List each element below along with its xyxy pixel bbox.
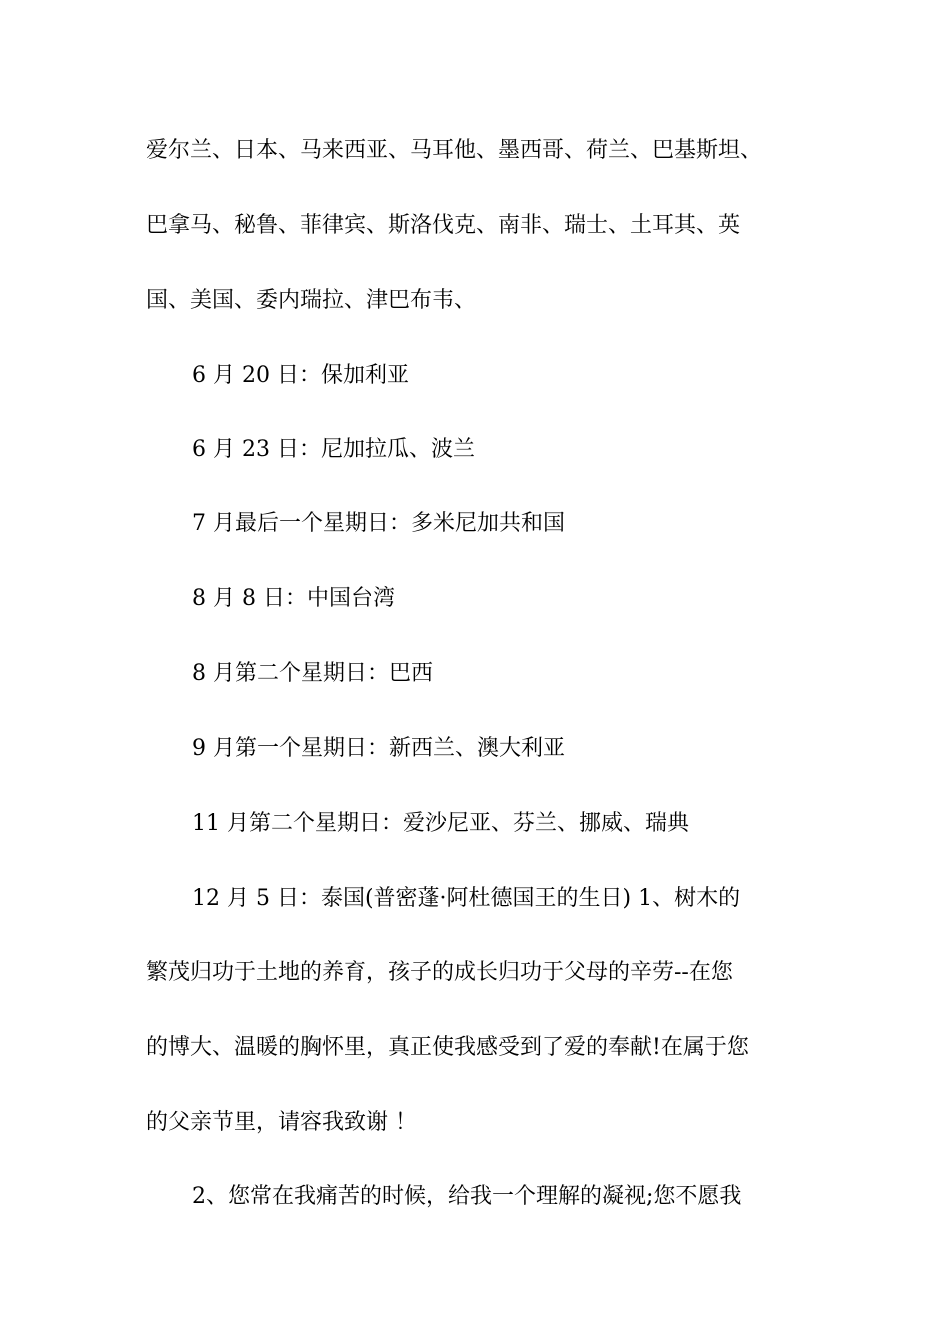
text-line-content: 的博大、温暖的胸怀里，真正使我感受到了爱的奉献!在属于您 — [146, 1035, 749, 1060]
text-line-content: 11 月第二个星期日：爱沙尼亚、芬兰、挪威、瑞典 — [192, 811, 689, 836]
text-line-content: 8 月 8 日：中国台湾 — [192, 586, 395, 611]
text-line — [0, 504, 950, 544]
text-line-content: 巴拿马、秘鲁、菲律宾、斯洛伐克、南非、瑞士、土耳其、英 — [146, 213, 741, 238]
text-line — [0, 953, 950, 993]
text-line-content: 6 月 20 日：保加利亚 — [192, 363, 409, 388]
text-line-content: 繁茂归功于土地的养育，孩子的成长归功于父母的辛劳--在您 — [146, 960, 733, 985]
text-line — [0, 1103, 950, 1143]
text-line-content: 12 月 5 日：泰国(普密蓬·阿杜德国王的生日) 1、树木的 — [192, 886, 741, 911]
text-line — [0, 1177, 950, 1217]
text-line-content: 8 月第二个星期日：巴西 — [192, 661, 433, 686]
text-line — [0, 729, 950, 769]
text-line — [0, 430, 950, 470]
text-line — [0, 281, 950, 321]
text-line-content: 7 月最后一个星期日：多米尼加共和国 — [192, 511, 565, 536]
text-line — [0, 206, 950, 246]
text-line — [0, 131, 950, 171]
text-line — [0, 879, 950, 919]
text-line — [0, 654, 950, 694]
text-line — [0, 804, 950, 844]
text-line-content: 6 月 23 日：尼加拉瓜、波兰 — [192, 437, 475, 462]
text-line-content: 2、您常在我痛苦的时候，给我一个理解的凝视;您不愿我 — [192, 1184, 742, 1209]
text-line-content: 爱尔兰、日本、马来西亚、马耳他、墨西哥、荷兰、巴基斯坦、 — [146, 138, 763, 163]
text-line-content: 国、美国、委内瑞拉、津巴布韦、 — [146, 288, 477, 313]
text-line — [0, 356, 950, 396]
text-line-content: 9 月第一个星期日：新西兰、澳大利亚 — [192, 736, 565, 761]
text-line-content: 的父亲节里，请容我致谢 ！ — [146, 1110, 417, 1135]
text-line — [0, 1028, 950, 1068]
text-line — [0, 579, 950, 619]
